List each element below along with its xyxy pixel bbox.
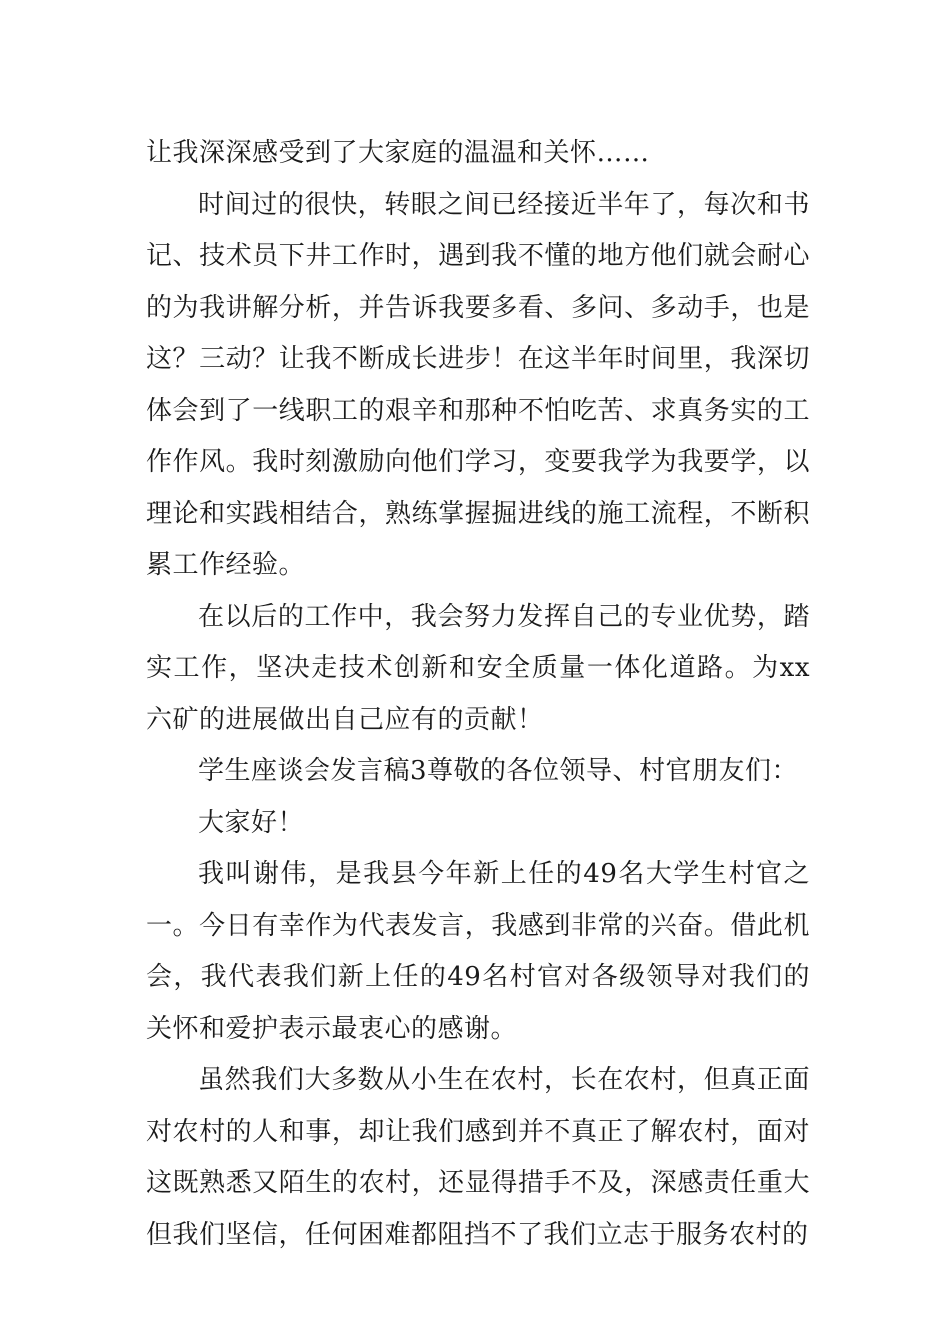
paragraph-introduction: 我叫谢伟，是我县今年新上任的49名大学生村官之一。今日有幸作为代表发言，我感到非常的兴奋。借此机会，我代表我们新上任的49名村官对各级领导对我们的关怀和爱护表示最衷心的感谢。 xyxy=(146,859,810,1044)
paragraph-future-work: 在以后的工作中，我会努力发挥自己的专业优势，踏实工作，坚决走技术创新和安全质量一体化道路。为xx六矿的进展做出自己应有的贡献！ xyxy=(146,601,810,735)
paragraph-half-year: 时间过的很快，转眼之间已经接近半年了，每次和书记、技术员下井工作时，遇到我不懂的地方他们就会耐心的为我讲解分析，并告诉我要多看、多问、多动手，也是这？三动？让我不断成长进步！在这半年时间里，我深切体会到了一线职工的艰辛和那种不怕吃苦、求真务实的工作作风。我时刻激励向他们学习，变要我学为我要学，以理论和实践相结合，熟练掌握掘进线的施工流程，不断积累工作经验。 xyxy=(146,189,810,580)
paragraph-speech-heading: 学生座谈会发言稿3尊敬的各位领导、村官朋友们： xyxy=(198,756,799,786)
paragraph-rural-service: 虽然我们大多数从小生在农村，长在农村，但真正面对农村的人和事，却让我们感到并不真正了解农村，面对这既熟悉又陌生的农村，还显得措手不及，深感责任重大但我们坚信，任何困难都阻挡不了我们立志于服务农村的 xyxy=(146,1065,810,1250)
paragraph-continuation: 让我深深感受到了大家庭的温温和关怀…… xyxy=(146,138,650,168)
document-body xyxy=(146,128,810,1261)
paragraph-greeting: 大家好！ xyxy=(198,807,305,838)
